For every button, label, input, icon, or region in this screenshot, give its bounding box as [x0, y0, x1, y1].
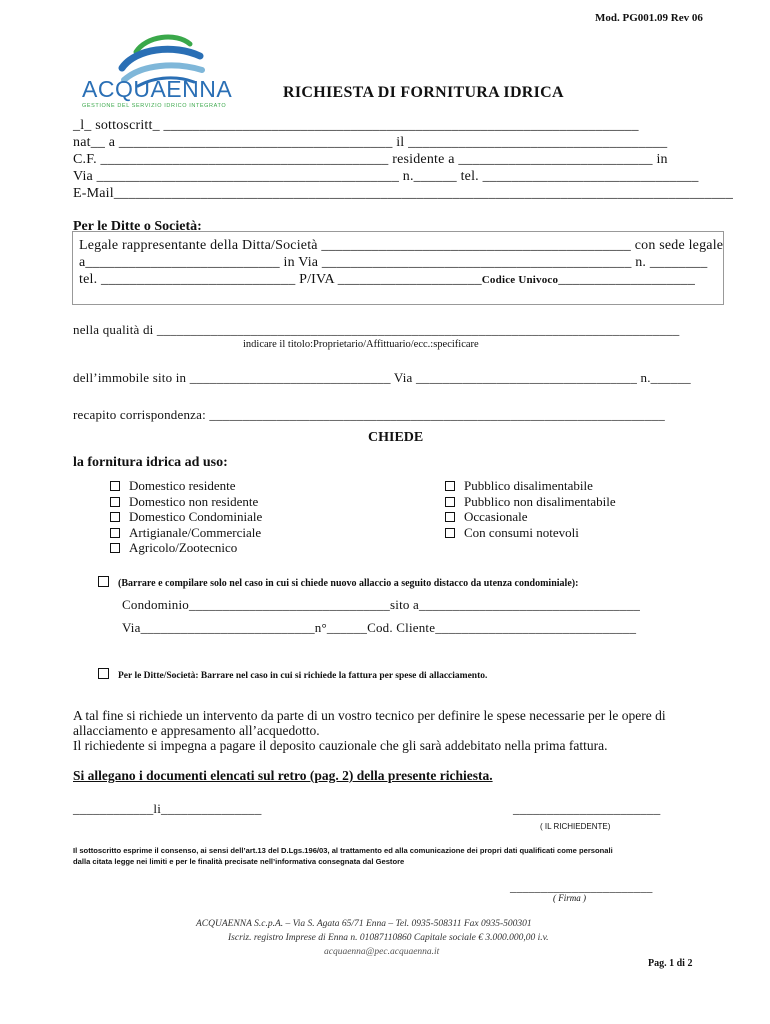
field-immobile[interactable]: dell’immobile sito in ______________________________ Via _________________________________ n.______ — [73, 370, 691, 385]
option-domestico-condominiale[interactable] — [110, 509, 262, 525]
field-sottoscritto[interactable]: _l_ sottoscritt_ __________________________________________________________________ — [73, 118, 639, 133]
field-condo-via[interactable]: Via__________________________n°______Cod. Cliente______________________________ — [122, 620, 637, 635]
option-artigianale-commerciale[interactable] — [110, 525, 262, 541]
company-heading: Per le Ditte o Società: — [73, 219, 202, 234]
page-title: RICHIESTA DI FORNITURA IDRICA — [283, 84, 564, 101]
footer-address: ACQUAENNA S.c.p.A. – Via S. Agata 65/71 Enna – Tel. 0935-508311 Fax 0935-500301 — [196, 919, 532, 929]
right-options — [445, 478, 616, 540]
option-agricolo-zootecnico[interactable] — [110, 540, 262, 556]
consent-text-2: dalla citata legge nei limiti e per le finalità precisate nell’informativa consegnata dal Gestore — [73, 857, 405, 866]
page-number: Pag. 1 di 2 — [648, 958, 693, 969]
field-email[interactable]: E-Mail______________________________________________________________________________________ — [73, 186, 734, 201]
module-reference: Mod. PG001.09 Rev 06 — [595, 12, 703, 24]
field-legale-rappresentante[interactable]: Legale rappresentante della Ditta/Società ___________________________________________ con sede legale — [79, 238, 724, 253]
condo-note: (Barrare e compilare solo nel caso in cui si chiede nuovo allaccio a seguito distacco da utenza condominiale): — [118, 578, 579, 589]
codice-univoco-label: Codice Univoco — [481, 274, 559, 286]
checkbox-icon[interactable] — [110, 481, 120, 491]
field-signature[interactable]: ______________________ — [513, 801, 661, 816]
checkbox-icon[interactable] — [98, 576, 109, 587]
field-condominio[interactable]: Condominio______________________________sito a_________________________________ — [122, 597, 641, 612]
consent-text-1: Il sottoscritto esprime il consenso, ai sensi dell’art.13 del D.Lgs.196/03, al trattamento ed alla comunicazione dei propri dati qualificati come personali — [73, 846, 613, 855]
qualita-hint: indicare il titolo:Proprietario/Affittuario/ecc.:specificare — [243, 339, 479, 350]
field-sede-legale[interactable]: a___________________________ in Via ___________________________________________ n. ________ — [79, 255, 708, 270]
field-firma[interactable]: _______________________ — [510, 880, 653, 894]
option-label: Domestico non residente — [129, 493, 259, 509]
field-cf-residenza[interactable]: C.F. ________________________________________ residente a ___________________________ in — [73, 152, 668, 167]
checkbox-icon[interactable] — [110, 512, 120, 522]
condo-checkbox-row[interactable] — [98, 573, 578, 591]
left-options — [110, 478, 262, 556]
body-paragraph-2: Il richiedente si impegna a pagare il deposito cauzionale che gli sarà addebitato nella prima fattura. — [73, 738, 608, 753]
option-label: Pubblico non disalimentabile — [464, 493, 616, 509]
supply-label-bold: la fornitura idrica ad uso: — [73, 455, 228, 470]
footer-registry: Iscriz. registro Imprese di Enna n. 01087110860 Capitale sociale € 3.000.000,00 i.v. — [228, 933, 549, 943]
chiede-heading: CHIEDE — [368, 430, 424, 445]
checkbox-icon[interactable] — [110, 543, 120, 553]
option-domestico-residente[interactable] — [110, 478, 262, 494]
attachments-note: Si allegano i documenti elencati sul retro (pag. 2) della presente richiesta. — [73, 768, 493, 783]
body-paragraph-1b: allacciamento e appresamento all’acquedotto. — [73, 723, 320, 738]
checkbox-icon[interactable] — [445, 481, 455, 491]
option-consumi-notevoli[interactable] — [445, 525, 616, 541]
tel-piva-label: tel. ___________________________ P/IVA ____________________ — [79, 272, 482, 287]
body-paragraph-1a: A tal fine si richiede un intervento da parte di un vostro tecnico per definire le spese necessarie per le opere di — [73, 708, 666, 723]
checkbox-icon[interactable] — [110, 497, 120, 507]
supply-label — [73, 455, 228, 471]
checkbox-icon[interactable] — [110, 528, 120, 538]
option-label: Domestico Condominiale — [129, 509, 263, 525]
option-pubblico-disalimentabile[interactable] — [445, 478, 616, 494]
field-place-date[interactable]: ____________li_______________ — [73, 801, 262, 816]
checkbox-icon[interactable] — [445, 528, 455, 538]
field-tel-piva[interactable] — [79, 272, 695, 288]
logo-text: ACQUAENNA — [82, 76, 233, 102]
codice-univoco-blank: ___________________ — [558, 272, 696, 287]
ditte-checkbox-row[interactable] — [98, 665, 487, 683]
option-label: Con consumi notevoli — [464, 524, 579, 540]
signature-label: ( IL RICHIEDENTE) — [540, 822, 611, 831]
logo-tagline: GESTIONE DEL SERVIZIO IDRICO INTEGRATO — [82, 103, 227, 109]
option-label: Agricolo/Zootecnico — [129, 540, 238, 556]
option-occasionale[interactable] — [445, 509, 616, 525]
field-nato[interactable]: nat__ a ______________________________________ il ____________________________________ — [73, 135, 668, 150]
checkbox-icon[interactable] — [445, 512, 455, 522]
firma-label: ( Firma ) — [553, 893, 586, 903]
option-label: Domestico residente — [129, 478, 236, 493]
field-recapito[interactable]: recapito corrispondenza: ____________________________________________________________________ — [73, 407, 665, 422]
field-via-tel[interactable]: Via __________________________________________ n.______ tel. ______________________________ — [73, 169, 699, 184]
option-label: Occasionale — [464, 509, 528, 525]
footer-pec: acquaenna@pec.acquaenna.it — [324, 947, 440, 957]
option-domestico-non-residente[interactable] — [110, 494, 262, 510]
option-label: Pubblico disalimentabile — [464, 478, 593, 493]
field-qualita[interactable]: nella qualità di ______________________________________________________________________________ — [73, 322, 680, 337]
ditte-note: Per le Ditte/Società: Barrare nel caso in cui si richiede la fattura per spese di allacciamento. — [118, 671, 488, 681]
checkbox-icon[interactable] — [98, 668, 109, 679]
checkbox-icon[interactable] — [445, 497, 455, 507]
option-label: Artigianale/Commerciale — [129, 524, 262, 540]
acquaenna-logo — [78, 30, 254, 110]
option-pubblico-non-disalimentabile[interactable] — [445, 494, 616, 510]
